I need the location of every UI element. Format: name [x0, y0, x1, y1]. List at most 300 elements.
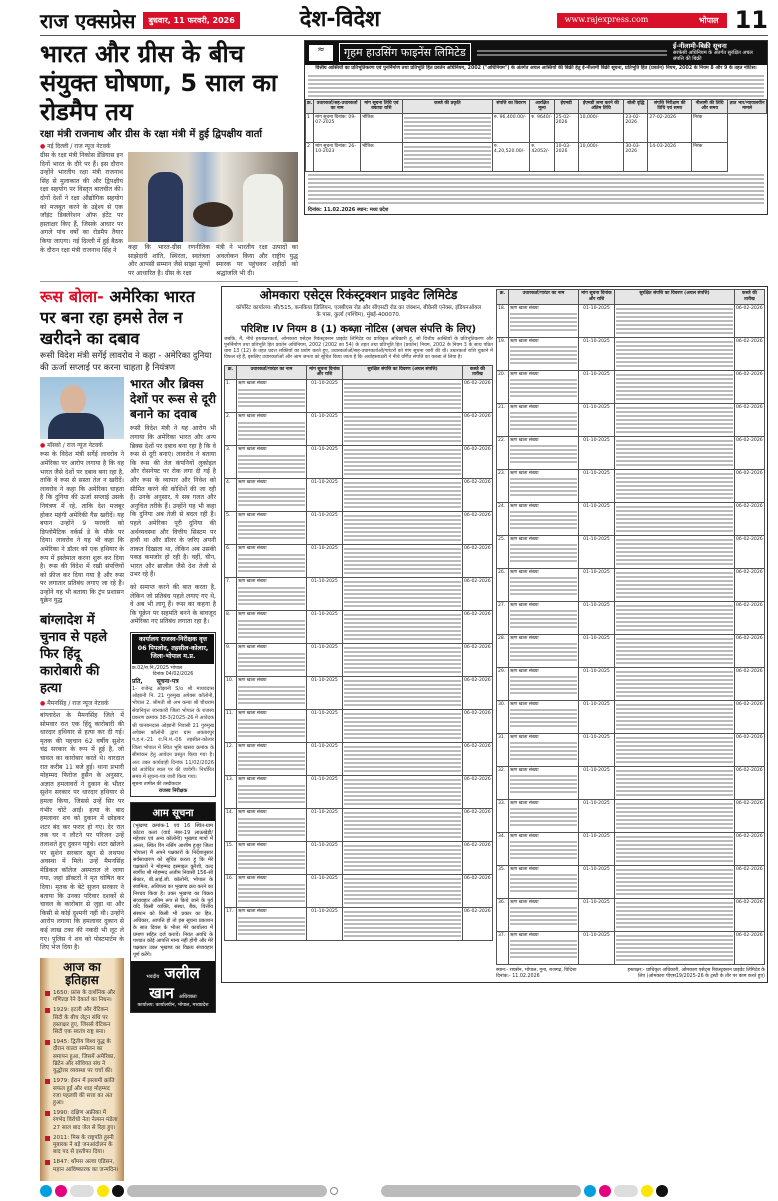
- aam-suchna-title: आम सूचना: [131, 803, 215, 821]
- griham-company: गृहम हाउसिंग फाइनेंस लिमिटेड: [339, 43, 471, 62]
- row-number: 14.: [225, 808, 237, 841]
- possession-date-cell: [735, 436, 765, 469]
- borrower-cell: [237, 742, 307, 775]
- omkara-col-header: कब्जे की तारीख: [463, 365, 493, 379]
- account-label: ऋण खाता संख्या: [510, 668, 539, 674]
- demand-date: 01-10-2025: [311, 578, 338, 584]
- possession-date-cell: [735, 337, 765, 370]
- bullet-icon: [45, 1136, 50, 1141]
- demand-date: 01-10-2025: [311, 809, 338, 815]
- russia-headline: [40, 286, 216, 349]
- demand-date-cell: [579, 766, 615, 799]
- griham-table-row: [306, 142, 767, 171]
- possession-date: 06-02-2026: [736, 569, 763, 575]
- possession-date-cell: [735, 370, 765, 403]
- row-number: 12.: [225, 742, 237, 775]
- bullet-icon: [45, 1111, 50, 1116]
- omkara-place: स्थान:- रायसेन, भोपाल, गुना, राजगढ़, विदिशा: [496, 967, 577, 973]
- demand-date: 01-10-2025: [583, 536, 610, 542]
- demand-date: 01-10-2025: [583, 371, 610, 377]
- account-label: ऋण खाता संख्या: [238, 479, 267, 485]
- possession-date-cell: [463, 511, 493, 544]
- history-item-text: 1650: फ्रांस के दार्शनिक और गणितज्ञ रेने देकार्त का निधन।: [53, 990, 116, 1004]
- borrower-cell: [509, 502, 579, 535]
- griham-col-header: संपत्ति निरीक्षण की तिथि एवं समय: [648, 99, 692, 113]
- omkara-table-row: [497, 733, 765, 766]
- demand-date-cell: [579, 436, 615, 469]
- website-bar: [557, 13, 727, 28]
- account-label: ऋण खाता संख्या: [238, 842, 267, 848]
- omkara-table-row: [225, 577, 493, 610]
- row-number: 23.: [497, 469, 509, 502]
- possession-date: 06-02-2026: [736, 635, 763, 641]
- property-cell: [615, 667, 735, 700]
- omkara-date: दिनांक:- 11.02.2026: [496, 973, 540, 979]
- possession-date: 06-02-2026: [736, 899, 763, 905]
- griham-cell-emd: रु. 42052/-: [530, 142, 554, 171]
- property-cell: [343, 775, 463, 808]
- griham-col-header: क्र.: [306, 99, 314, 113]
- russia-headline-text: अमेरिका भारत पर बना रहा हमसे तेल न खरीदने का दबाव: [40, 287, 195, 349]
- borrower-cell: [509, 436, 579, 469]
- borrower-cell: [509, 799, 579, 832]
- demand-date: 01-10-2025: [583, 305, 610, 311]
- borrower-cell: [509, 931, 579, 964]
- possession-date-cell: [463, 709, 493, 742]
- possession-date: 06-02-2026: [736, 503, 763, 509]
- borrower-cell: [509, 337, 579, 370]
- row-number: 16.: [225, 874, 237, 907]
- demand-date-cell: [579, 601, 615, 634]
- property-cell: [615, 865, 735, 898]
- russia-byline: ● मॉस्को / राज न्यूज नेटवर्क: [40, 441, 124, 449]
- possession-date: 06-02-2026: [736, 734, 763, 740]
- possession-date: 06-02-2026: [736, 767, 763, 773]
- demand-date-cell: [307, 841, 343, 874]
- demand-date-cell: [307, 544, 343, 577]
- demand-date-cell: [579, 502, 615, 535]
- demand-date-cell: [307, 577, 343, 610]
- row-number: 20.: [497, 370, 509, 403]
- possession-date-cell: [735, 601, 765, 634]
- griham-cell-demand: मांग सूचना दिनांक: 26-10-2023: [314, 142, 361, 171]
- demand-date-cell: [307, 643, 343, 676]
- griham-table-row: [306, 113, 767, 142]
- bangladesh-headline: बांग्लादेश में चुनाव से पहले फिर हिंदू कारोबारी की हत्या: [40, 613, 108, 697]
- griham-cell-increment: 10,000/-: [578, 142, 624, 171]
- demand-date-cell: [579, 865, 615, 898]
- property-cell: [343, 445, 463, 478]
- row-number: 3.: [225, 445, 237, 478]
- griham-notice-title: ई-नीलामी-बिक्री सूचना: [673, 42, 727, 50]
- russia-body-col2b: को समाप्त करने की बात करता है, लेकिन जो प्रतिबंध पहले लगाए गए थे, वे अब भी लागू हैं। रूस का कहना है कि यूक्रेन पर सहमति बनने के बावजूद अमेरिका नए प्रतिबंध लगाता रहा है।: [130, 584, 216, 626]
- omkara-table-row: [497, 535, 765, 568]
- property-cell: [615, 502, 735, 535]
- row-number: 35.: [497, 865, 509, 898]
- borrower-cell: [237, 478, 307, 511]
- demand-date: 01-10-2025: [583, 866, 610, 872]
- row-number: 17.: [225, 907, 237, 940]
- borrower-cell: [237, 841, 307, 874]
- borrower-cell: [509, 568, 579, 601]
- account-label: ऋण खाता संख्या: [510, 338, 539, 344]
- griham-cell-emd: रु. 9640/-: [530, 113, 554, 142]
- possession-date: 06-02-2026: [464, 809, 491, 815]
- website-link[interactable]: www.rajexpress.com: [564, 15, 649, 24]
- borrower-cell: [509, 535, 579, 568]
- issue-date: बुधवार, 11 फरवरी, 2026: [143, 12, 239, 29]
- account-label: ऋण खाता संख्या: [238, 545, 267, 551]
- property-cell: [615, 634, 735, 667]
- omkara-table-row: [497, 304, 765, 337]
- borrower-cell: [509, 865, 579, 898]
- possession-date-cell: [463, 775, 493, 808]
- advocate-address: कार्यालय: कार्यालयीन, भोपाल, मध्यप्रदेश: [137, 1002, 209, 1008]
- omkara-table-row: [225, 445, 493, 478]
- account-label: ऋण खाता संख्या: [238, 875, 267, 881]
- borrower-cell: [237, 709, 307, 742]
- omkara-table-row: [497, 337, 765, 370]
- borrower-cell: [509, 304, 579, 337]
- demand-date: 01-10-2025: [583, 701, 610, 707]
- omkara-table-row: [225, 907, 493, 940]
- griham-cell-reserve: रु. 96,400.00/-: [492, 113, 529, 142]
- possession-date: 06-02-2026: [736, 536, 763, 542]
- account-label: ऋण खाता संख्या: [238, 611, 267, 617]
- row-number: 11.: [225, 709, 237, 742]
- borrower-cell: [237, 775, 307, 808]
- advocate-prefix: भवदीय: [146, 973, 160, 980]
- griham-cell-reserve: रु. 4,20,520.00/-: [492, 142, 529, 171]
- demand-date-cell: [579, 832, 615, 865]
- property-cell: [343, 577, 463, 610]
- possession-date-cell: [735, 766, 765, 799]
- borrower-cell: [509, 832, 579, 865]
- history-item-text: 1979: ईरान में इस्लामी क्रांति सफल हुई और शाह मोहम्मद रजा पहलवी की सत्ता का अंत हुआ।: [53, 1078, 115, 1106]
- account-label: ऋण खाता संख्या: [238, 512, 267, 518]
- griham-col-header: बोली वृद्धि: [624, 99, 648, 113]
- possession-date-cell: [735, 535, 765, 568]
- property-cell: [343, 544, 463, 577]
- demand-date-cell: [579, 700, 615, 733]
- edition-city: भोपाल: [698, 15, 719, 25]
- omkara-table-row: [497, 502, 765, 535]
- omkara-table-row: [225, 379, 493, 412]
- account-label: ऋण खाता संख्या: [238, 380, 267, 386]
- omkara-col-header: क्र.: [497, 290, 509, 304]
- property-cell: [343, 478, 463, 511]
- griham-col-header: कब्जे की प्रकृति: [402, 99, 492, 113]
- account-label: ऋण खाता संख्या: [238, 908, 267, 914]
- griham-table: [305, 99, 767, 172]
- griham-cell-encumbrance: निरंक: [692, 113, 728, 142]
- demand-date: 01-10-2025: [583, 503, 610, 509]
- omkara-table-row: [225, 775, 493, 808]
- section-title: देश-विदेश: [299, 7, 381, 33]
- possession-date: 06-02-2026: [736, 305, 763, 311]
- demand-date: 01-10-2025: [311, 446, 338, 452]
- revenue-footer-note: सूचना तामील की तस्दीकदार: [132, 781, 181, 787]
- row-number: 15.: [225, 841, 237, 874]
- property-cell: [615, 898, 735, 931]
- history-item: [45, 1159, 119, 1173]
- revenue-date: दिनांक 04/02/2026: [152, 671, 194, 677]
- omkara-col-header: मांग सूचना दिनांक और राशि: [579, 290, 615, 304]
- demand-date: 01-10-2025: [583, 602, 610, 608]
- revenue-salutation: प्रति,: [132, 677, 143, 685]
- omkara-col-header: मांग सूचना दिनांक और राशि: [307, 365, 343, 379]
- griham-cell-property: [402, 113, 492, 142]
- page-header: [40, 6, 768, 36]
- omkara-table-row: [497, 766, 765, 799]
- masthead: राज एक्सप्रेस: [40, 8, 136, 33]
- omkara-company: ओमकारा एसेट्स रिकंस्ट्रक्शन प्राइवेट लिमिटेड: [259, 288, 458, 303]
- row-number: 25.: [497, 535, 509, 568]
- griham-cell-encumbrance: निरंक: [692, 142, 728, 171]
- demand-date-cell: [307, 874, 343, 907]
- omkara-table-row: [497, 469, 765, 502]
- row-number: 27.: [497, 601, 509, 634]
- possession-date: 06-02-2026: [464, 611, 491, 617]
- omkara-col-header: उधारकर्ता/गारंटर का नाम: [237, 365, 307, 379]
- griham-cell-sl: 2: [306, 142, 314, 171]
- griham-cell-property: [402, 142, 492, 171]
- revenue-heading: सूचना-पत्र: [156, 677, 179, 685]
- bullet-icon: [45, 991, 50, 996]
- demand-date: 01-10-2025: [311, 413, 338, 419]
- property-cell: [615, 370, 735, 403]
- omkara-table-row: [497, 898, 765, 931]
- property-cell: [343, 643, 463, 676]
- history-item: [45, 1110, 119, 1132]
- possession-date: 06-02-2026: [464, 479, 491, 485]
- account-label: ऋण खाता संख्या: [238, 578, 267, 584]
- possession-date-cell: [735, 865, 765, 898]
- borrower-cell: [237, 643, 307, 676]
- row-number: 30.: [497, 700, 509, 733]
- account-label: ऋण खाता संख्या: [510, 437, 539, 443]
- property-cell: [615, 304, 735, 337]
- borrower-cell: [237, 808, 307, 841]
- possession-date-cell: [463, 478, 493, 511]
- omkara-title: परिशिष्ट IV नियम 8 (1) कब्ज़ा नोटिस (अचल संपत्ति के लिए): [240, 323, 477, 335]
- omkara-table-right: [496, 289, 765, 964]
- property-cell: [343, 610, 463, 643]
- row-number: 10.: [225, 676, 237, 709]
- omkara-table-row: [225, 478, 493, 511]
- omkara-table-row: [225, 643, 493, 676]
- revenue-body: 1- राजेन्द्र ओझानी S/o श्री माधवदास ओझानी नि. 21 गुरुमुख अपेक्स कॉलोनी, भोपाल 2. श्रीमती श्री अभ कन्या श्री चौधराम सेवानिवृत्त जानकारी जिला भोपाल के राजस्व प्रकरण क्रमांक 38-3/2025-26 में आवेदक श्री चानबनदास ओझानी निवासी 21 गुरुमुख अपेक्स कॉलोनी द्वारा ग्राम अकबरपुर प.ह.नं.-21 रा.नि.मं.-06 तहसील-कोलार जिला भोपाल में स्थित भूमि खसरा क्रमांक के सीमांकन हेतु आवेदन प्रस्तुत किया गया है। अतः उक्त कार्यवाही दिनांक 11/02/2026 को आवेदित स्थल पर की जावेगी। निर्धारित समय में सूचना-पत्र जारी किया गया।: [132, 685, 214, 781]
- possession-date: 06-02-2026: [736, 470, 763, 476]
- greece-body: ग्रीस के रक्षा मंत्री निकोस डेंडियास इन दिनों भारत के दौरे पर हैं। इस दौरान उन्होंने भारतीय रक्षा मंत्री राजनाथ सिंह से मुलाकात की और द्विपक्षीय रक्षा सहयोग पर विस्तृत बातचीत की। दोनों देशों ने रक्षा औद्योगिक सहयोग को मजबूत करने के उद्देश्य से एक जॉइंट डिक्लेरेशन ऑफ इंटेंट पर हस्ताक्षर किए हैं, जिसके आधार पर अगले पांच वर्षों का रोडमैप तैयार किया जाएगा। नई दिल्ली में हुई बैठक के दौरान रक्षा मंत्री राजनाथ सिंह ने: [40, 152, 123, 254]
- account-label: ऋण खाता संख्या: [510, 734, 539, 740]
- possession-date-cell: [463, 379, 493, 412]
- omkara-table-row: [497, 667, 765, 700]
- revenue-notice-title: कार्यालय राजस्व-निरीक्षक वृत्त 06 पिपलोद, तहसील-कोलार, जिला-भोपाल म.प्र.: [132, 634, 214, 664]
- griham-cell-auction: 14-03-2026: [648, 142, 692, 171]
- omkara-table-row: [497, 832, 765, 865]
- possession-date-cell: [735, 304, 765, 337]
- property-cell: [615, 436, 735, 469]
- demand-date-cell: [579, 733, 615, 766]
- omkara-col-header: सुरक्षित संपत्ति का विवरण (अचल संपत्ति): [343, 365, 463, 379]
- history-item: [45, 1039, 119, 1075]
- property-cell: [615, 766, 735, 799]
- page-number: 11: [734, 6, 768, 35]
- possession-date-cell: [463, 643, 493, 676]
- greece-caption-left: कहा कि भारत-ग्रीस रणनीतिक साझेदारी शांति, स्थिरता, स्वतंत्रता और आपसी सम्मान जैसे साझा मूल्यों पर आधारित है। ग्रीस के रक्षा: [128, 244, 210, 277]
- account-label: ऋण खाता संख्या: [510, 404, 539, 410]
- left-news-column: [40, 286, 216, 1180]
- demand-date-cell: [307, 445, 343, 478]
- row-number: 21.: [497, 403, 509, 436]
- property-cell: [343, 841, 463, 874]
- borrower-cell: [237, 511, 307, 544]
- possession-date: 06-02-2026: [464, 677, 491, 683]
- demand-date: 01-10-2025: [311, 908, 338, 914]
- possession-date-cell: [735, 931, 765, 964]
- bangladesh-byline: ● मैमनसिंह / राज न्यूज नेटवर्क: [40, 699, 124, 710]
- possession-date-cell: [735, 502, 765, 535]
- possession-date-cell: [463, 808, 493, 841]
- omkara-table-row: [497, 700, 765, 733]
- griham-cell-sl: 1: [306, 113, 314, 142]
- omkara-intro: जबकि, मैं, नीचे हस्ताक्षरकर्ता, ओमकारा एसेट्स रिकंस्ट्रक्शन प्राइवेट लिमिटेड का प्राधिकृत अधिकारी हूं, जो वित्तीय आस्तियों के प्रतिभूतिकरण और पुनर्निर्माण तथा प्रतिभूति हित प्रवर्तन अधिनियम, 2002 (2002 का 54) के तहत तथा प्रतिभूति हित (प्रवर्तन) नियम, 2002 के नियम 3 के साथ पठित धारा 13 (12) के तहत प्रदत्त शक्तियों का प्रयोग करते हुए, उधारकर्ताओं/सह-उधारकर्ताओं/गारंटरों को मांग सूचना जारी की थी। उधारकर्ता राशि चुकाने में विफल रहे हैं, इसलिए उधारकर्ताओं और आम जनता को सूचित किया जाता है कि अधोहस्ताक्षरी ने नीचे वर्णित संपत्ति का कब्जा ले लिया है।: [224, 336, 493, 361]
- griham-notice-sub: सरफेसी अधिनियम के अंतर्गत सुरक्षित अचल संपत्ति की बिक्री: [673, 49, 753, 62]
- demand-date: 01-10-2025: [311, 644, 338, 650]
- possession-date: 06-02-2026: [464, 446, 491, 452]
- property-cell: [343, 907, 463, 940]
- omkara-col-header: सुरक्षित संपत्ति का विवरण (अचल संपत्ति): [615, 290, 735, 304]
- possession-date-cell: [463, 742, 493, 775]
- demand-date: 01-10-2025: [311, 875, 338, 881]
- bullet-icon: [45, 1079, 50, 1084]
- possession-date: 06-02-2026: [464, 578, 491, 584]
- possession-date-cell: [735, 568, 765, 601]
- griham-cell-inspection: 30-03-2026: [624, 142, 648, 171]
- demand-date: 01-10-2025: [311, 512, 338, 518]
- russia-kicker: रूस बोला-: [40, 287, 104, 307]
- omkara-table-row: [497, 403, 765, 436]
- history-item: [45, 1135, 119, 1157]
- aam-suchna-notice: [130, 802, 216, 1013]
- history-item: [45, 990, 119, 1004]
- possession-date: 06-02-2026: [464, 776, 491, 782]
- row-number: 4.: [225, 478, 237, 511]
- possession-date: 06-02-2026: [736, 701, 763, 707]
- account-label: ऋण खाता संख्या: [238, 743, 267, 749]
- borrower-cell: [509, 601, 579, 634]
- griham-footer: दिनांक: 11.02.2026 स्थान: मध्य प्रदेश: [308, 206, 389, 213]
- russia-body-col1: रूस के विदेश मंत्री सर्गेई लावरोव ने अमेरिका पर आरोप लगाया है कि वह भारत जैसे देशों पर दबाव बना रहा है, ताकि वे रूस से सस्ता तेल न खरीदें। लावरोव ने कहा कि अमेरिका चाहता है कि दुनिया की ऊर्जा सप्लाई उसके नियंत्रण में रहे, ताकि देश मजबूर होकर महंगी अमेरिकी गैस खरीदें। यह बयान उन्होंने 9 फरवरी को डिप्लोमैटिक वर्कर्स डे के मौके पर दिया। लावरोव ने यह भी कहा कि अमेरिका ने डॉलर को एक हथियार के रूप में इस्तेमाल करना शुरू कर दिया है। रूस की विदेश में रखी संपत्तियों को फ्रीज कर दिया गया है और रूस पर लगातार प्रतिबंध लगाए जा रहे हैं। उन्होंने यह भी बताया कि ट्रंप प्रशासन यूक्रेन युद्ध: [40, 451, 124, 605]
- borrower-cell: [509, 766, 579, 799]
- row-number: 9.: [225, 643, 237, 676]
- row-number: 29.: [497, 667, 509, 700]
- account-label: ऋण खाता संख्या: [510, 701, 539, 707]
- possession-date-cell: [735, 634, 765, 667]
- borrower-cell: [509, 634, 579, 667]
- possession-date-cell: [463, 445, 493, 478]
- griham-cell-auction: 27-02-2026: [648, 113, 692, 142]
- demand-date-cell: [579, 898, 615, 931]
- possession-date: 06-02-2026: [464, 413, 491, 419]
- omkara-table-row: [497, 568, 765, 601]
- account-label: ऋण खाता संख्या: [238, 413, 267, 419]
- demand-date-cell: [579, 469, 615, 502]
- property-cell: [615, 733, 735, 766]
- greece-headline: भारत और ग्रीस के बीच संयुक्त घोषणा, 5 साल का रोडमैप तय: [40, 40, 278, 126]
- russia-subheadline: रूसी विदेश मंत्री सर्गेई लावरोव ने कहा - अमेरिका दुनिया की ऊर्जा सप्लाई पर करना चाहता है नियंत्रण: [40, 351, 212, 373]
- borrower-cell: [237, 379, 307, 412]
- borrower-cell: [237, 907, 307, 940]
- griham-col-header: ईएमडी जमा करने की अंतिम तिथि: [578, 99, 624, 113]
- possession-date: 06-02-2026: [464, 380, 491, 386]
- property-cell: [343, 808, 463, 841]
- property-cell: [615, 403, 735, 436]
- account-label: ऋण खाता संख्या: [238, 809, 267, 815]
- possession-date-cell: [735, 832, 765, 865]
- possession-date: 06-02-2026: [464, 710, 491, 716]
- demand-date-cell: [307, 709, 343, 742]
- borrower-cell: [237, 445, 307, 478]
- property-cell: [343, 742, 463, 775]
- row-number: 2.: [225, 412, 237, 445]
- possession-date: 06-02-2026: [736, 338, 763, 344]
- omkara-table-row: [497, 799, 765, 832]
- demand-date-cell: [307, 511, 343, 544]
- account-label: ऋण खाता संख्या: [238, 776, 267, 782]
- property-cell: [343, 676, 463, 709]
- borrower-cell: [237, 412, 307, 445]
- account-label: ऋण खाता संख्या: [510, 569, 539, 575]
- row-number: 33.: [497, 799, 509, 832]
- possession-date: 06-02-2026: [464, 545, 491, 551]
- row-number: 24.: [497, 502, 509, 535]
- griham-auction-notice: [304, 40, 768, 215]
- demand-date: 01-10-2025: [583, 635, 610, 641]
- possession-date: 06-02-2026: [736, 866, 763, 872]
- demand-date: 01-10-2025: [583, 668, 610, 674]
- griham-col-header: ईएमडी: [554, 99, 578, 113]
- demand-date-cell: [579, 799, 615, 832]
- omkara-table-row: [225, 676, 493, 709]
- griham-cell-emd_date: 10-03-2026: [554, 142, 578, 171]
- demand-date-cell: [579, 568, 615, 601]
- greece-subheadline: रक्षा मंत्री राजनाथ और ग्रीस के रक्षा मंत्री में हुई द्विपक्षीय वार्ता: [40, 129, 263, 140]
- demand-date: 01-10-2025: [311, 545, 338, 551]
- omkara-table-row: [497, 931, 765, 964]
- borrower-cell: [237, 676, 307, 709]
- property-cell: [615, 337, 735, 370]
- property-cell: [615, 601, 735, 634]
- account-label: ऋण खाता संख्या: [510, 470, 539, 476]
- demand-date: 01-10-2025: [311, 710, 338, 716]
- omkara-table-row: [497, 370, 765, 403]
- history-item-text: 1847: थॉमस अल्वा एडिसन, महान आविष्कारक का जन्मदिन।: [53, 1159, 119, 1173]
- griham-cell-demand: मांग सूचना दिनांक: 09-07-2025: [314, 113, 361, 142]
- demand-date: 01-10-2025: [583, 833, 610, 839]
- omkara-table-row: [225, 841, 493, 874]
- account-label: ऋण खाता संख्या: [238, 446, 267, 452]
- row-number: 31.: [497, 733, 509, 766]
- demand-date-cell: [307, 808, 343, 841]
- property-cell: [615, 931, 735, 964]
- advocate-title: अधिवक्ता: [178, 993, 197, 1000]
- account-label: ऋण खाता संख्या: [510, 305, 539, 311]
- griham-col-header: मांग सूचना तिथि एवं बकाया राशि: [360, 99, 402, 113]
- omkara-table-row: [225, 742, 493, 775]
- borrower-cell: [509, 403, 579, 436]
